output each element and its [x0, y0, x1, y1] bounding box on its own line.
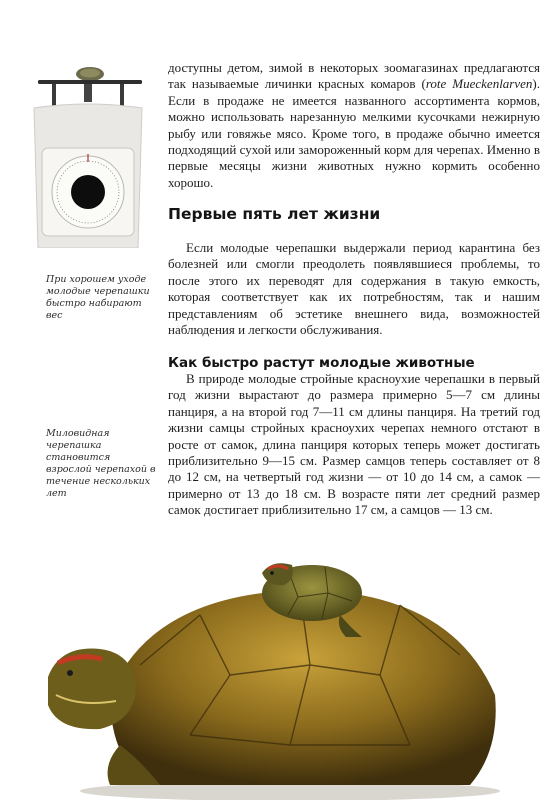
intro-block	[168, 60, 540, 191]
quarantine-block	[168, 240, 540, 338]
section-heading: Первые пять лет жизни	[168, 205, 381, 223]
intro-italic-term: rote Mueckenlarven	[425, 76, 533, 92]
intro-text-end: ). Если в продаже не имеется названного ассортимента кормов, можно использовать нарезанную мелкими кусочками нежирную рыбу или говяжье мясо. Кроме того, в продаже обычно имеется подходящий сухой или замороженный корм для черепах. Именно в первые месяцы жизни животных нужно кормить особенно хорошо.	[168, 76, 540, 190]
intro-text-start: доступны детом, зимой в некоторых зоомагазинах предлагаются так называемые личинки красных комаров (	[168, 60, 540, 92]
scale-caption: При хорошем уходе молодые черепашки быстро набирают вес	[46, 274, 150, 321]
intro-paragraph	[168, 60, 540, 191]
quarantine-paragraph: Если молодые черепашки выдержали период карантина без болезней или смогли преодолеть появлявшиеся проблемы, то после этого их переводят для содержания в такую емкость, которая соответствует как их потребностям, так и нашим представлениям об эстетике внешнего вида, возможностей наблюдения и легкости обслуживания.	[168, 240, 540, 338]
turtles-photo	[40, 545, 510, 800]
growth-paragraph: В природе молодые стройные красноухие черепашки в первый год жизни вырастают до размера примерно 5—7 см длины панциря, а на второй год 7—11 см длины панциря. На третий год жизни самцы стройных красноухих черепах немного отстают в росте от самок, длина панциря которых теперь может достигать приблизительно 9—15 см. Размер самцов теперь составляет от 8 до 12 см, на четвертый год жизни — от 10 до 14 см, а самок — примерно от 13 до 18 см. В возрасте пяти лет средний размер самок достигает приблизительно 17 см, а самцов — 13 см.	[168, 371, 540, 518]
scale-photo	[28, 62, 148, 248]
growth-block	[168, 371, 540, 519]
subsection-heading: Как быстро растут молодые животные	[168, 355, 475, 371]
turtles-caption: Миловидная черепашка становится взрослой черепахой в течение нескольких лет	[46, 428, 156, 499]
